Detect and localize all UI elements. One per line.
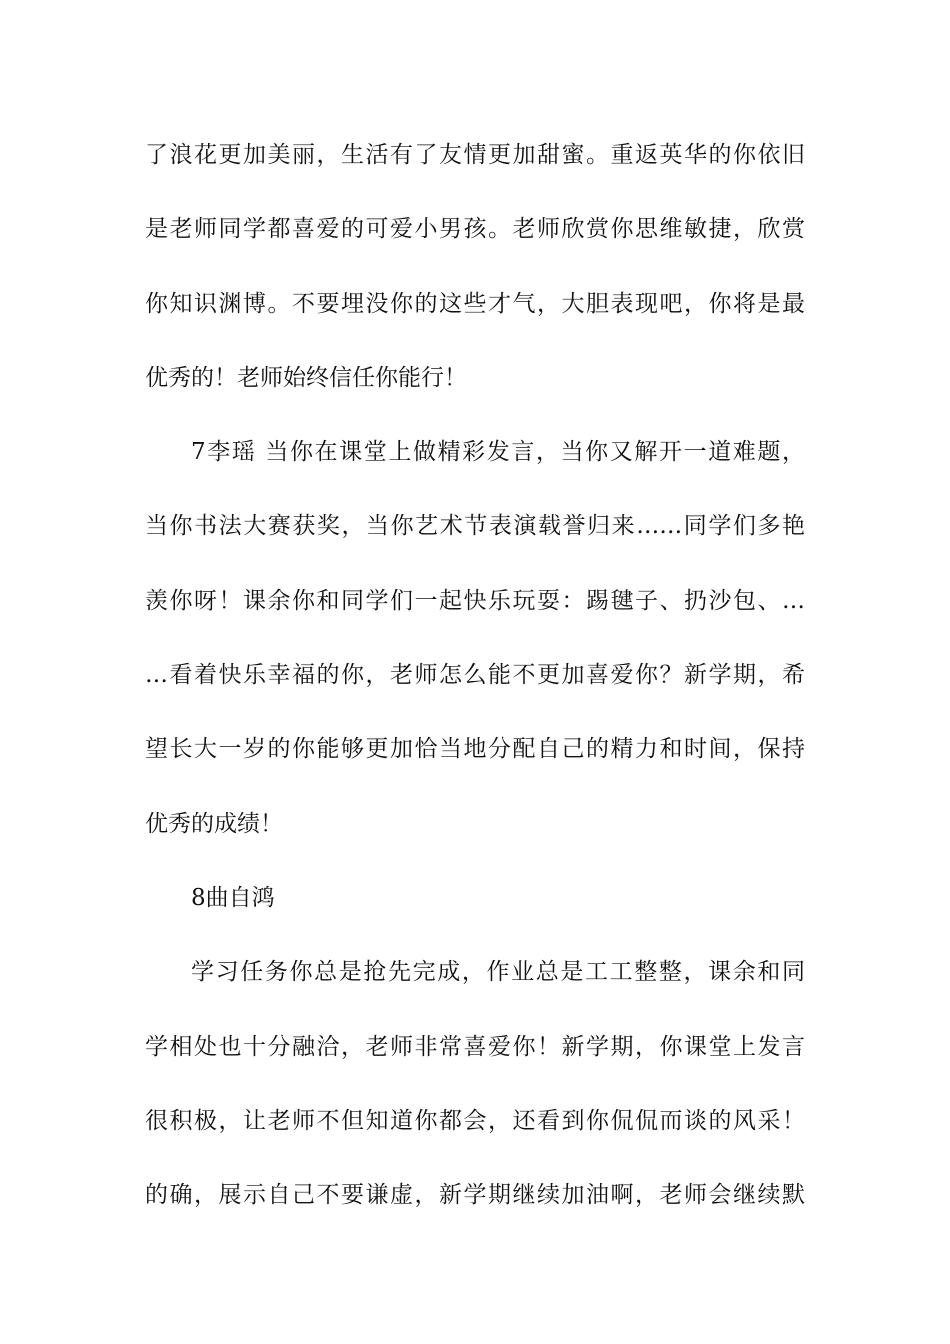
text-line: 7李瑶 当你在课堂上做精彩发言，当你又解开一道难题，: [191, 439, 805, 466]
text-line: 优秀的成绩！: [145, 810, 283, 837]
text-line: 你知识渊博。不要埋没你的这些才气，大胆表现吧，你将是最: [145, 290, 805, 317]
text-line: 很积极，让老师不但知道你都会，还看到你侃侃而谈的风采！: [145, 1107, 805, 1134]
text-line: …看着快乐幸福的你，老师怎么能不更加喜爱你？新学期，希: [145, 662, 805, 689]
document-body: [145, 130, 805, 1244]
text-line: 羡你呀！课余你和同学们一起快乐玩耍：踢毽子、扔沙包、…: [145, 587, 805, 614]
text-line: 的确，展示自己不要谦虚，新学期继续加油啊，老师会继续默: [145, 1182, 805, 1209]
text-line: 学习任务你总是抢先完成，作业总是工工整整，课余和同: [191, 959, 805, 986]
section-heading: 8曲自鸿: [191, 884, 275, 911]
text-line: 当你书法大赛获奖，当你艺术节表演载誉归来……同学们多艳: [145, 513, 805, 540]
text-line: 了浪花更加美丽，生活有了友情更加甜蜜。重返英华的你依旧: [145, 142, 805, 168]
text-line: 学相处也十分融洽，老师非常喜爱你！新学期，你课堂上发言: [145, 1033, 805, 1060]
text-line: 是老师同学都喜爱的可爱小男孩。老师欣赏你思维敏捷，欣赏: [145, 216, 805, 243]
text-line: 望长大一岁的你能够更加恰当地分配自己的精力和时间，保持: [145, 736, 805, 763]
text-line: 优秀的！老师始终信任你能行！: [145, 364, 467, 391]
